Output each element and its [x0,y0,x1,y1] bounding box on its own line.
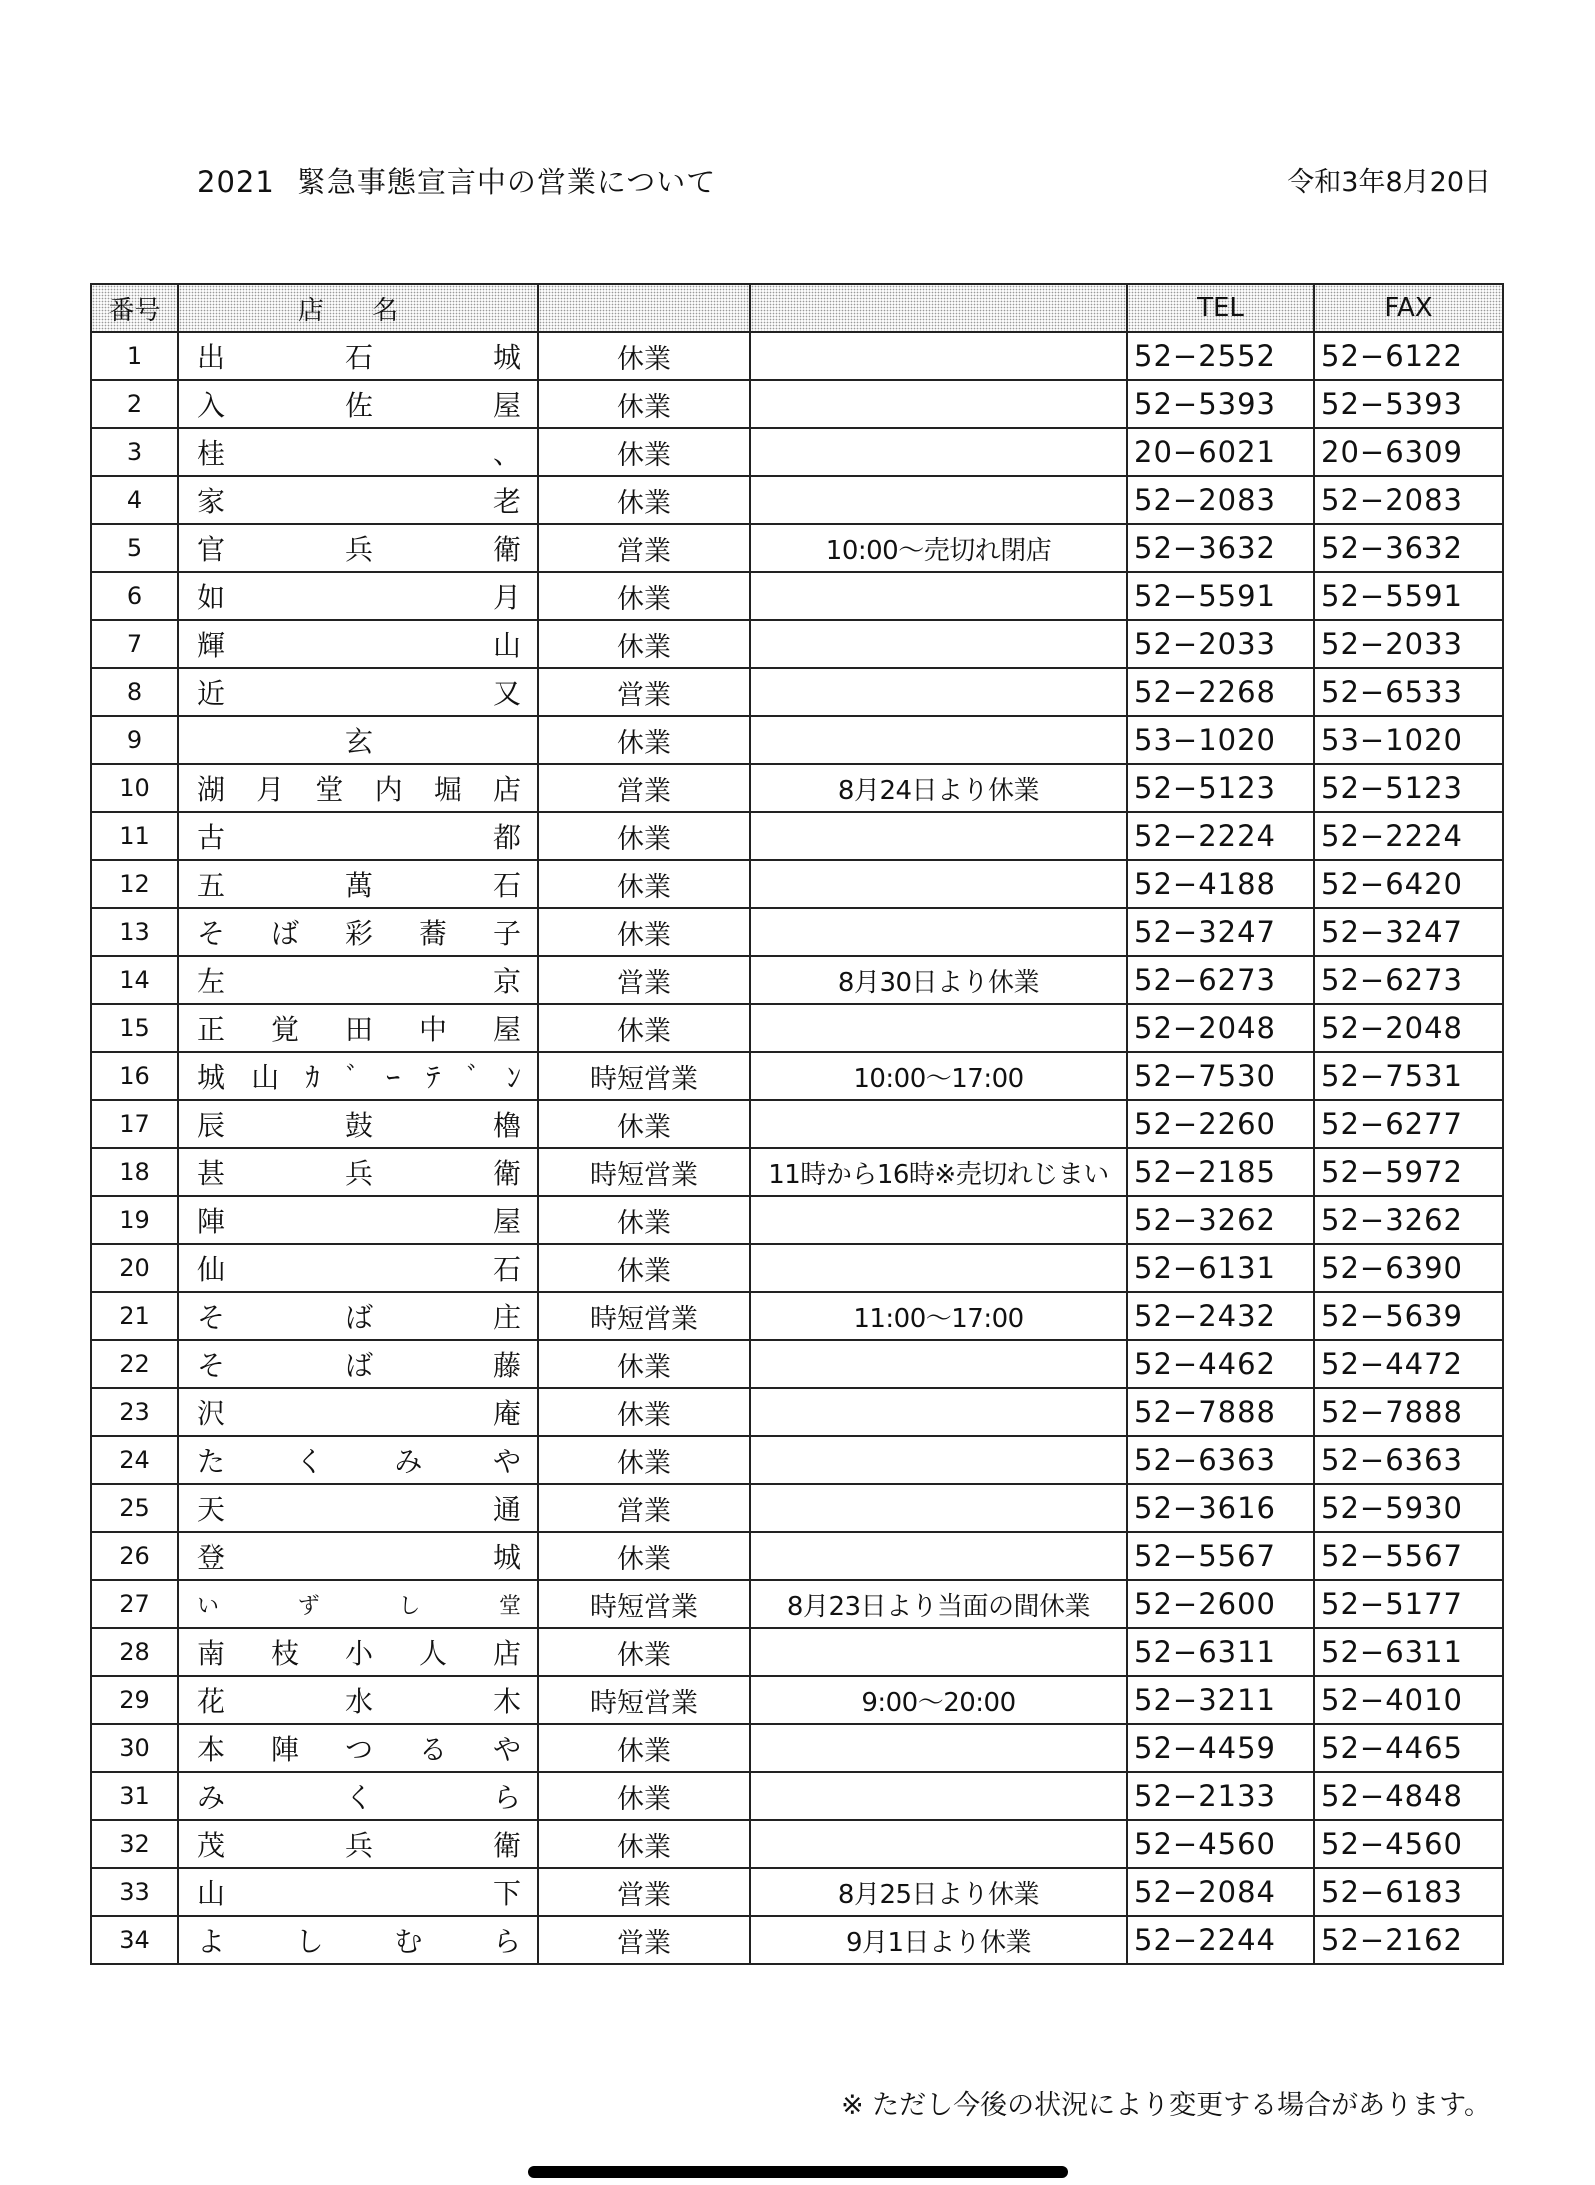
home-indicator-bar[interactable] [528,2166,1068,2178]
fax-cell: 52−4560 [1314,1820,1503,1868]
fax-cell: 52−6363 [1314,1436,1503,1484]
note-cell: 11:00〜17:00 [750,1292,1127,1340]
tel-cell: 53−1020 [1127,716,1314,764]
fax-cell: 52−4848 [1314,1772,1503,1820]
shop-name: 花 水 木 [178,1676,538,1724]
shop-name: 出 石 城 [178,332,538,380]
row-number: 21 [91,1292,178,1340]
fax-cell: 52−5972 [1314,1148,1503,1196]
shop-name: 家 老 [178,476,538,524]
row-number: 33 [91,1868,178,1916]
tel-cell: 52−4462 [1127,1340,1314,1388]
shop-name: そ ば 庄 [178,1292,538,1340]
table-row [91,1724,1503,1772]
status-cell: 営業 [538,1916,750,1964]
fax-cell: 52−6390 [1314,1244,1503,1292]
shop-status-table [90,283,1504,1965]
table-row [91,1292,1503,1340]
note-cell [750,668,1127,716]
table-row [91,1532,1503,1580]
status-cell: 休業 [538,1772,750,1820]
shop-name: 官 兵 衛 [178,524,538,572]
fax-cell: 52−2083 [1314,476,1503,524]
note-cell [750,428,1127,476]
fax-cell: 52−7531 [1314,1052,1503,1100]
tel-cell: 52−4188 [1127,860,1314,908]
row-number: 14 [91,956,178,1004]
tel-cell: 52−5591 [1127,572,1314,620]
note-cell [750,1436,1127,1484]
table-row [91,1052,1503,1100]
shop-name: 正 覚 田 中 屋 [178,1004,538,1052]
note-cell [750,812,1127,860]
shop-name: 近 又 [178,668,538,716]
note-cell [750,1532,1127,1580]
fax-cell: 52−3262 [1314,1196,1503,1244]
row-number: 13 [91,908,178,956]
header-fax: FAX [1314,284,1503,332]
fax-cell: 52−2033 [1314,620,1503,668]
fax-cell: 52−5639 [1314,1292,1503,1340]
status-cell: 営業 [538,956,750,1004]
row-number: 19 [91,1196,178,1244]
tel-cell: 52−2552 [1127,332,1314,380]
shop-name: 南 枝 小 人 店 [178,1628,538,1676]
table-row [91,620,1503,668]
row-number: 4 [91,476,178,524]
fax-cell: 52−6277 [1314,1100,1503,1148]
note-cell [750,1772,1127,1820]
row-number: 22 [91,1340,178,1388]
note-cell: 9月1日より休業 [750,1916,1127,1964]
fax-cell: 52−4465 [1314,1724,1503,1772]
shop-name: い ず し 堂 [178,1580,538,1628]
note-cell [750,1340,1127,1388]
status-cell: 休業 [538,1388,750,1436]
row-number: 34 [91,1916,178,1964]
status-cell: 時短営業 [538,1148,750,1196]
fax-cell: 52−2162 [1314,1916,1503,1964]
shop-name: 沢 庵 [178,1388,538,1436]
row-number: 10 [91,764,178,812]
fax-cell: 52−4472 [1314,1340,1503,1388]
row-number: 3 [91,428,178,476]
table-row [91,668,1503,716]
row-number: 20 [91,1244,178,1292]
note-cell [750,572,1127,620]
table-row [91,1244,1503,1292]
fax-cell: 52−6420 [1314,860,1503,908]
shop-name: 城 山 ｶ ﾞ ｰ ﾃ ﾞ ﾝ [178,1052,538,1100]
note-cell: 8月30日より休業 [750,956,1127,1004]
tel-cell: 52−2260 [1127,1100,1314,1148]
fax-cell: 52−5393 [1314,380,1503,428]
note-cell [750,1628,1127,1676]
shop-name: 甚 兵 衛 [178,1148,538,1196]
note-cell: 11時から16時※売切れじまい [750,1148,1127,1196]
table-row [91,1676,1503,1724]
note-cell: 10:00〜売切れ閉店 [750,524,1127,572]
fax-cell: 52−3632 [1314,524,1503,572]
table-row [91,812,1503,860]
row-number: 31 [91,1772,178,1820]
status-cell: 営業 [538,1484,750,1532]
shop-name: 山 下 [178,1868,538,1916]
fax-cell: 52−6533 [1314,668,1503,716]
note-cell [750,860,1127,908]
shop-name: よ し む ら [178,1916,538,1964]
note-cell [750,380,1127,428]
shop-name: 登 城 [178,1532,538,1580]
status-cell: 休業 [538,1436,750,1484]
table-row [91,380,1503,428]
tel-cell: 52−2033 [1127,620,1314,668]
fax-cell: 52−5591 [1314,572,1503,620]
status-cell: 休業 [538,476,750,524]
shop-name: 陣 屋 [178,1196,538,1244]
status-cell: 休業 [538,428,750,476]
note-cell [750,332,1127,380]
status-cell: 営業 [538,764,750,812]
status-cell: 休業 [538,620,750,668]
table-row [91,428,1503,476]
status-cell: 営業 [538,668,750,716]
note-cell [750,716,1127,764]
table-header-row [91,284,1503,332]
tel-cell: 52−2084 [1127,1868,1314,1916]
status-cell: 休業 [538,860,750,908]
table-row [91,1820,1503,1868]
note-cell [750,908,1127,956]
status-cell: 休業 [538,812,750,860]
row-number: 5 [91,524,178,572]
status-cell: 休業 [538,1820,750,1868]
note-cell: 9:00〜20:00 [750,1676,1127,1724]
note-cell: 8月24日より休業 [750,764,1127,812]
shop-name: そ ば 彩 蕎 子 [178,908,538,956]
tel-cell: 52−4459 [1127,1724,1314,1772]
fax-cell: 53−1020 [1314,716,1503,764]
status-cell: 休業 [538,380,750,428]
tel-cell: 52−7530 [1127,1052,1314,1100]
shop-name: 如 月 [178,572,538,620]
status-cell: 休業 [538,1196,750,1244]
tel-cell: 52−3211 [1127,1676,1314,1724]
note-cell [750,1820,1127,1868]
tel-cell: 52−2600 [1127,1580,1314,1628]
fax-cell: 52−3247 [1314,908,1503,956]
table-row [91,1004,1503,1052]
shop-name: 茂 兵 衛 [178,1820,538,1868]
note-cell [750,1004,1127,1052]
table-row [91,572,1503,620]
tel-cell: 52−2224 [1127,812,1314,860]
status-cell: 休業 [538,1100,750,1148]
shop-name: 玄 [178,716,538,764]
tel-cell: 52−6131 [1127,1244,1314,1292]
table-row [91,332,1503,380]
shop-name: み く ら [178,1772,538,1820]
table-row [91,1436,1503,1484]
title-year: 2021 [197,165,275,199]
header-tel: TEL [1127,284,1314,332]
table-row [91,1772,1503,1820]
status-cell: 休業 [538,1340,750,1388]
row-number: 7 [91,620,178,668]
header-number: 番号 [91,284,178,332]
table-row [91,1628,1503,1676]
shop-name: 湖 月 堂 内 堀 店 [178,764,538,812]
footnote: ※ ただし今後の状況により変更する場合があります。 [840,2090,1491,2121]
document-title [197,160,716,201]
note-cell [750,1388,1127,1436]
status-cell: 休業 [538,908,750,956]
status-cell: 時短営業 [538,1052,750,1100]
tel-cell: 52−5567 [1127,1532,1314,1580]
table-row [91,1580,1503,1628]
table-row [91,1340,1503,1388]
tel-cell: 52−3632 [1127,524,1314,572]
note-cell [750,1196,1127,1244]
fax-cell: 52−6183 [1314,1868,1503,1916]
tel-cell: 52−7888 [1127,1388,1314,1436]
status-cell: 休業 [538,1244,750,1292]
row-number: 2 [91,380,178,428]
status-cell: 休業 [538,1724,750,1772]
tel-cell: 52−2244 [1127,1916,1314,1964]
row-number: 24 [91,1436,178,1484]
note-cell [750,476,1127,524]
fax-cell: 20−6309 [1314,428,1503,476]
fax-cell: 52−2224 [1314,812,1503,860]
fax-cell: 52−7888 [1314,1388,1503,1436]
fax-cell: 52−5567 [1314,1532,1503,1580]
row-number: 27 [91,1580,178,1628]
note-cell [750,1244,1127,1292]
status-cell: 休業 [538,1004,750,1052]
status-cell: 時短営業 [538,1292,750,1340]
row-number: 30 [91,1724,178,1772]
tel-cell: 52−2133 [1127,1772,1314,1820]
tel-cell: 52−6363 [1127,1436,1314,1484]
status-cell: 営業 [538,524,750,572]
shop-name: 輝 山 [178,620,538,668]
shop-name: 仙 石 [178,1244,538,1292]
table-row [91,524,1503,572]
row-number: 11 [91,812,178,860]
tel-cell: 52−6311 [1127,1628,1314,1676]
fax-cell: 52−5930 [1314,1484,1503,1532]
tel-cell: 52−3247 [1127,908,1314,956]
note-cell [750,1484,1127,1532]
table-body [91,332,1503,1964]
shop-name: 本 陣 つ る や [178,1724,538,1772]
row-number: 17 [91,1100,178,1148]
tel-cell: 52−3262 [1127,1196,1314,1244]
row-number: 1 [91,332,178,380]
shop-name: そ ば 藤 [178,1340,538,1388]
table-row [91,908,1503,956]
status-cell: 時短営業 [538,1676,750,1724]
table-row [91,1148,1503,1196]
table-row [91,956,1503,1004]
tel-cell: 52−6273 [1127,956,1314,1004]
row-number: 28 [91,1628,178,1676]
status-cell: 休業 [538,572,750,620]
status-cell: 営業 [538,1868,750,1916]
fax-cell: 52−6273 [1314,956,1503,1004]
row-number: 26 [91,1532,178,1580]
note-cell [750,620,1127,668]
row-number: 23 [91,1388,178,1436]
table-row [91,1388,1503,1436]
row-number: 12 [91,860,178,908]
header-note [750,284,1127,332]
title-text: 緊急事態宣言中の営業について [296,165,717,199]
status-cell: 時短営業 [538,1580,750,1628]
note-cell [750,1100,1127,1148]
table-row [91,476,1503,524]
table-row [91,1916,1503,1964]
status-cell: 休業 [538,716,750,764]
row-number: 29 [91,1676,178,1724]
shop-name: 天 通 [178,1484,538,1532]
tel-cell: 52−3616 [1127,1484,1314,1532]
shop-name: 左 京 [178,956,538,1004]
shop-name: 桂 、 [178,428,538,476]
fax-cell: 52−6311 [1314,1628,1503,1676]
table-row [91,1100,1503,1148]
tel-cell: 52−2268 [1127,668,1314,716]
tel-cell: 52−2185 [1127,1148,1314,1196]
row-number: 32 [91,1820,178,1868]
table-row [91,1484,1503,1532]
note-cell: 8月25日より休業 [750,1868,1127,1916]
row-number: 16 [91,1052,178,1100]
header-shop-name: 店 名 [178,284,538,332]
fax-cell: 52−5177 [1314,1580,1503,1628]
shop-name: 五 萬 石 [178,860,538,908]
tel-cell: 52−2083 [1127,476,1314,524]
status-cell: 休業 [538,332,750,380]
shop-name: た く み や [178,1436,538,1484]
tel-cell: 52−4560 [1127,1820,1314,1868]
header-status [538,284,750,332]
note-cell [750,1724,1127,1772]
fax-cell: 52−2048 [1314,1004,1503,1052]
row-number: 18 [91,1148,178,1196]
fax-cell: 52−4010 [1314,1676,1503,1724]
note-cell: 8月23日より当面の間休業 [750,1580,1127,1628]
status-cell: 休業 [538,1532,750,1580]
note-cell: 10:00〜17:00 [750,1052,1127,1100]
fax-cell: 52−6122 [1314,332,1503,380]
row-number: 15 [91,1004,178,1052]
fax-cell: 52−5123 [1314,764,1503,812]
status-cell: 休業 [538,1628,750,1676]
row-number: 9 [91,716,178,764]
table-row [91,1868,1503,1916]
table-row [91,716,1503,764]
shop-name: 辰 鼓 櫓 [178,1100,538,1148]
row-number: 8 [91,668,178,716]
tel-cell: 52−2432 [1127,1292,1314,1340]
table-row [91,764,1503,812]
row-number: 6 [91,572,178,620]
table-row [91,1196,1503,1244]
shop-name: 入 佐 屋 [178,380,538,428]
document-date: 令和3年8月20日 [1287,167,1491,198]
tel-cell: 52−2048 [1127,1004,1314,1052]
shop-name: 古 都 [178,812,538,860]
table-row [91,860,1503,908]
tel-cell: 52−5123 [1127,764,1314,812]
tel-cell: 20−6021 [1127,428,1314,476]
tel-cell: 52−5393 [1127,380,1314,428]
row-number: 25 [91,1484,178,1532]
